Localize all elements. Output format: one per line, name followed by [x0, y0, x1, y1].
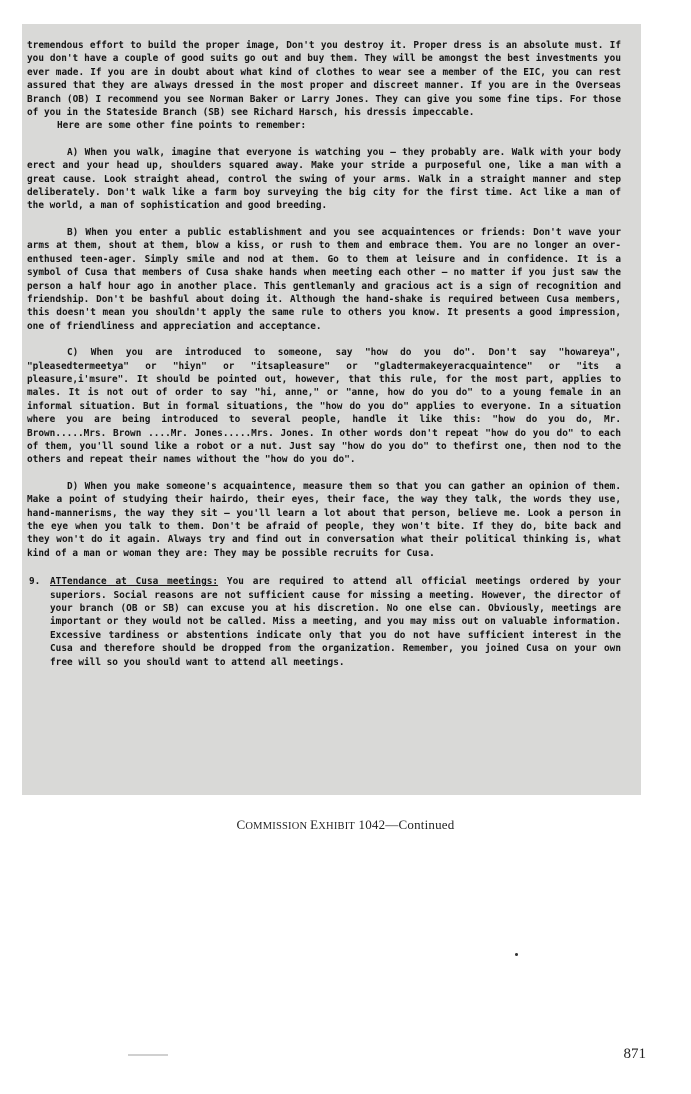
item-9-heading: ATTendance at Cusa meetings:	[50, 576, 219, 588]
typed-page-scan	[22, 24, 641, 795]
paragraph-d: D) When you make someone's acquaintence, measure them so that you can gather an opinion of them. Make a point of studying their hairdo, their eyes, their face, the way they talk, the words they use, hand-mannerisms, the way they sit — you'll learn a lot about that person, believe me. Look a person in the eye when you talk to them. Don't be afraid of people, they won't bite. If they do, bite back and they won't do it again. Always try and find out in conversation what their political thinking is, what kind of a man or woman they are: They may be possible recruits for Cusa.	[27, 480, 621, 559]
intro-line: Here are some other fine points to remember:	[57, 120, 307, 132]
faint-stamp-mark	[128, 1054, 168, 1056]
item-9-number: 9.	[29, 576, 41, 588]
paragraph-a: A) When you walk, imagine that everyone is watching you — they probably are. Walk with your body erect and your head up, shoulders squared away. Make your stride a purposeful one, like a man with a great cause. Look straight ahead, control the swing of your arms. Walk in a straight manner and step deliberately. Don't walk like a farm boy surveying the big city for the first time. Act like a man of the world, a man of sophistication and good breeding.	[27, 146, 621, 212]
exhibit-caption: COMMISSION EXHIBIT 1042—Continued	[236, 817, 455, 832]
scan-speck	[515, 953, 518, 956]
item-9	[27, 575, 621, 669]
opening-paragraph: tremendous effort to build the proper image, Don't you destroy it. Proper dress is an absolute must. If you don't have a couple of good suits go out and buy them. They will be amongst the best investments you ever made. If you are in doubt about what kind of clothes to wear see a member of the EIC, you can rest assured that they are always dressed in the most proper and discreet manner. If you are in the Overseas Branch (OB) I recommend you see Norman Baker or Larry Jones. They can give you some fine tips. For those of you in the Stateside Branch (SB) see Richard Harsch, his dressis impeccable.	[27, 40, 621, 119]
item-9-body: You are required to attend all official meetings ordered by your superiors. Social reasons are not sufficient cause for missing a meeting. However, the director of your branch (OB or SB) can excuse you at his discretion. No one else can. Obviously, meetings are important or they would not be called. Miss a meeting, and you may miss out on valuable information. Excessive tardiness or abstentions indicate only that you do not have sufficient interest in the Cusa and therefore should be dropped from the organization. Remember, you joined Cusa on your own free will so you should want to attend all meetings.	[50, 576, 621, 668]
paragraph-c: C) When you are introduced to someone, say "how do you do". Don't say "howareya", "pleasedtermeetya" or "hiyn" or "itsapleasure" or "gladtermakeyeracquaintence" or "its a pleasure,i'msure". It should be pointed out, however, that this rule, for the most part, applies to males. It is not out of order to say "hi, anne," or "anne, how do you do" to a young female in an informal situation. But in formal situations, the "how do you do" applies to everyone. In a situation where you are being introduced to several people, handle it like this: "how do you do, Mr. Brown.....Mrs. Brown ....Mr. Jones.....Mrs. Jones. In other words don't repeat "how do you do" to each of them, you'll sound like a robot or a nut. Just say "how do you do" to thefirst one, then nod to the others and repeat their names without the "how do you do".	[27, 347, 621, 466]
paragraph-b: B) When you enter a public establishment and you see acquaintences or friends: Don't wave your arms at them, shout at them, blow a kiss, or rush to them and embrace them. You are no longer an over-enthused teen-ager. Simply smile and nod at them. Go to them at leisure and in confidence. It is a symbol of Cusa that members of Cusa shake hands when meeting each other — no matter if you just saw the person a half hour ago in another place. This gentlemanly and gracious act is a sign of recognition and friendship. Don't be bashful about doing it. Although the hand-shake is required between Cusa members, this doesn't mean you shouldn't apply the same rule to others you know. It presents a good impression, one of friendliness and appreciation and acceptance.	[27, 226, 621, 332]
page-number: 871	[623, 1046, 646, 1062]
